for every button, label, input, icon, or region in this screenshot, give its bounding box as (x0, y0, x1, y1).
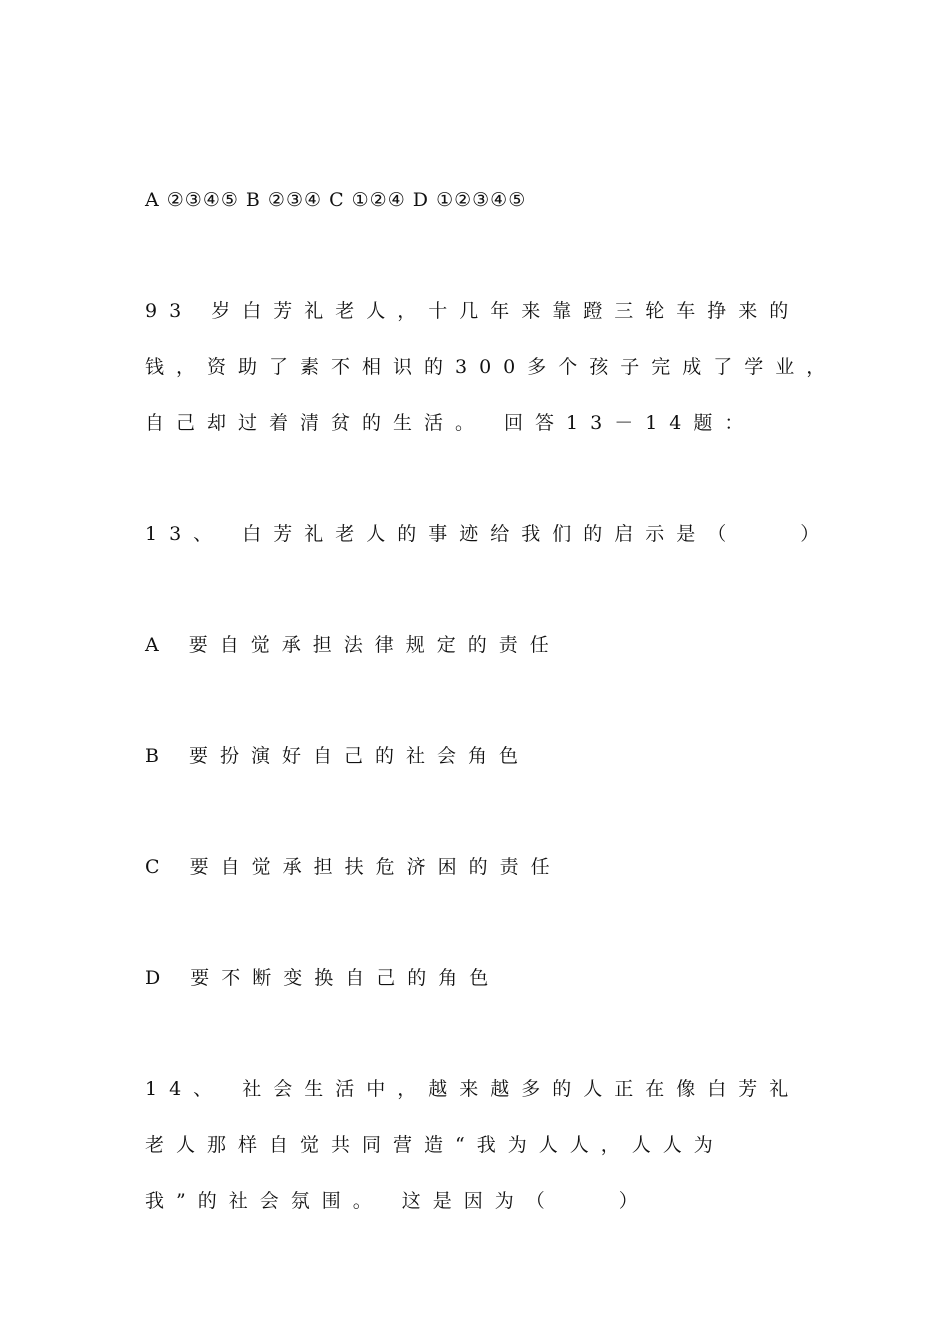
question-13-option-a: A 要自觉承担法律规定的责任 (145, 634, 561, 656)
question-13-option-c: C 要自觉承担扶危济困的责任 (145, 856, 562, 878)
question-13-option-d: D 要不断变换自己的角色 (145, 967, 501, 989)
question-13-stem: 13、 白芳礼老人的事迹给我们的启示是（ ） (145, 523, 832, 545)
question-14-stem-line-1: 14、 社会生活中，越来越多的人正在像白芳礼 (145, 1078, 801, 1100)
passage-line-1: 93 岁白芳礼老人，十几年来靠蹬三轮车挣来的 (145, 300, 801, 322)
previous-question-answer-options: A ②③④⑤ B ②③④ C ①②④ D ①②③④⑤ (145, 189, 527, 211)
question-14-stem-line-3: 我”的社会氛围。 这是因为（ ） (145, 1190, 650, 1212)
passage-line-3: 自己却过着清贫的生活。 回答13－14题： (145, 412, 756, 434)
passage-line-2: 钱，资助了素不相识的300多个孩子完成了学业， (145, 356, 838, 378)
question-13-option-b: B 要扮演好自己的社会角色 (145, 745, 531, 767)
question-14-stem-line-2: 老人那样自觉共同营造“我为人人，人人为 (145, 1134, 725, 1156)
